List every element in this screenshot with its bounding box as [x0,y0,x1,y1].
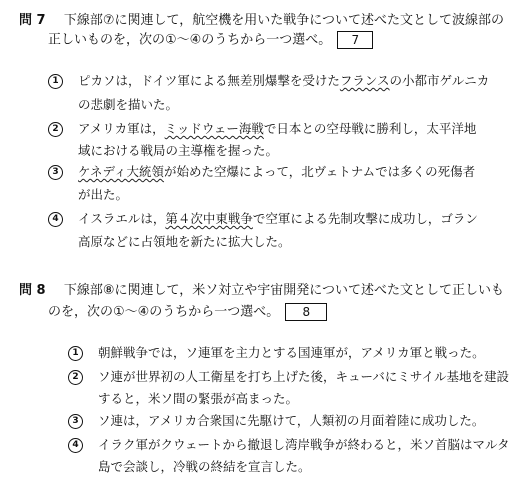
q8-option-3-number: 3 [68,414,83,429]
q8-option-2-number: 2 [68,370,83,385]
q8-option-4[interactable]: イラク軍がクウェートから撤退し湾岸戦争が終わると，米ソ首脳はマルタ [98,437,510,452]
q7-option-2-wavy: ミッドウェー海戦 [164,121,264,136]
q7-stem-line2: 正しいものを，次の①〜④のうちから一つ選べ。 [48,32,332,48]
q8-header-line2 [48,303,327,321]
q7-option-3-number: 3 [48,165,63,180]
q7-option-1-text: ピカソは，ドイツ軍による無差別爆撃を受けた [78,73,340,88]
q8-option-4-cont: 島で会談し，冷戦の終結を宣言した。 [98,459,311,474]
q7-label: 問 7 [19,13,46,28]
q8-option-2[interactable]: ソ連が世界初の人工衛星を打ち上げた後，キューバにミサイル基地を建設 [98,369,510,384]
q8-stem-line1: 下線部⑧に関連して，米ソ対立や宇宙開発について述べた文として正しいも [63,283,504,298]
q7-option-3-wavy: ケネディ大統領 [78,164,165,179]
q7-header [19,13,504,29]
q7-option-1[interactable] [78,73,489,89]
q8-answer-box[interactable]: 8 [285,303,327,321]
q7-option-3-cont: が出た。 [78,187,129,202]
q7-stem-line1: 下線部⑦に関連して，航空機を用いた戦争について述べた文として波線部の [63,13,504,28]
q7-answer-box[interactable]: 7 [337,31,373,49]
q7-option-3-text-rest: が始めた空爆によって，北ヴェトナムでは多くの死傷者 [164,164,476,179]
q7-option-2[interactable] [78,121,476,137]
q7-option-2-number: 2 [48,122,63,137]
q7-option-4-text: イスラエルは， [78,211,166,226]
q7-option-1-wavy: フランス [339,73,390,88]
q7-option-3[interactable] [78,164,475,180]
q7-option-2-text: アメリカ軍は， [78,121,165,136]
q7-option-2-text-rest: で日本との空母戦に勝利し，太平洋地 [263,121,477,136]
q7-option-1-text-rest: の小都市ゲルニカ [389,73,490,88]
q7-option-4-cont: 高原などに占領地を新たに拡大した。 [78,234,291,249]
q8-option-3[interactable]: ソ連は，アメリカ合衆国に先駆けて，人類初の月面着陸に成功した。 [98,413,485,428]
q8-option-1[interactable]: 朝鮮戦争では，ソ連軍を主力とする国連軍が，アメリカ軍と戦った。 [98,345,485,360]
q8-option-2-cont: すると，米ソ間の緊張が高まった。 [98,391,299,406]
q8-option-1-number: 1 [68,346,83,361]
q7-option-4-wavy: 第４次中東戦争 [165,211,253,226]
q7-option-1-cont: の悲劇を描いた。 [78,97,179,112]
q8-header [19,283,504,299]
q8-option-4-number: 4 [68,438,83,453]
q7-option-2-cont: 域における戦局の主導権を握った。 [78,143,279,158]
q7-option-4[interactable] [78,211,478,227]
q8-stem-line2: のを，次の①〜④のうちから一つ選べ。 [48,304,280,320]
q7-header-line2 [48,31,373,49]
q8-label: 問 8 [19,283,46,298]
q7-option-4-text-rest: で空軍による先制攻撃に成功し，ゴラン [252,211,478,226]
q7-option-1-number: 1 [48,74,63,89]
q7-option-4-number: 4 [48,212,63,227]
